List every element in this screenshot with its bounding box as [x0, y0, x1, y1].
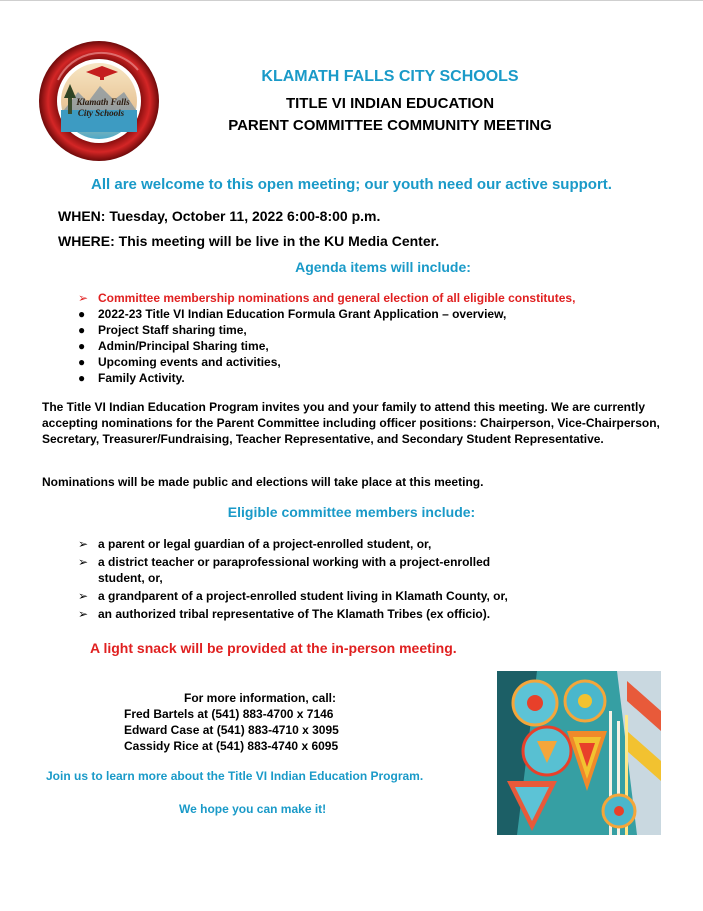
regalia-photo — [497, 671, 661, 835]
contact-line: Edward Case at (541) 883-4710 x 3095 — [124, 723, 339, 737]
agenda-item-text: Project Staff sharing time, — [98, 323, 247, 337]
agenda-item — [78, 370, 575, 386]
agenda-item — [78, 354, 575, 370]
agenda-item-text: Family Activity. — [98, 371, 185, 385]
agenda-item — [78, 338, 575, 354]
agenda-item-text: Upcoming events and activities, — [98, 355, 281, 369]
eligible-item — [78, 606, 598, 622]
eligible-item-text: a district teacher or paraprofessional working with a project-enrolled student, or, — [98, 555, 491, 585]
closing-message: We hope you can make it! — [179, 802, 327, 816]
eligible-item-text: a parent or legal guardian of a project-enrolled student, or, — [98, 537, 432, 551]
contact-line: Cassidy Rice at (541) 883-4740 x 6095 — [124, 739, 339, 753]
join-message: Join us to learn more about the Title VI Indian Education Program. — [46, 769, 424, 783]
bullet-icon: ● — [78, 355, 86, 369]
arrow-bullet-icon: ➢ — [78, 607, 89, 621]
contact-intro: For more information, call: — [183, 691, 336, 705]
eligible-list — [78, 536, 598, 624]
agenda-item-text: Committee membership nominations and general election of all eligible constitutes, — [98, 291, 576, 305]
eligible-item — [78, 536, 598, 552]
title-line-2: PARENT COMMITTEE COMMUNITY MEETING — [228, 117, 552, 134]
agenda-item — [78, 306, 575, 322]
agenda-item-text: 2022-23 Title VI Indian Education Formula Grant Application – overview, — [98, 307, 507, 321]
bullet-icon: ● — [78, 307, 86, 321]
snack-notice: A light snack will be provided at the in-person meeting. — [90, 640, 457, 656]
where-line: WHERE: This meeting will be live in the KU Media Center. — [58, 233, 440, 249]
district-logo — [38, 40, 160, 162]
eligible-heading: Eligible committee members include: — [227, 504, 476, 520]
eligible-item-text: an authorized tribal representative of The Klamath Tribes (ex officio). — [98, 607, 491, 621]
eligible-item — [78, 554, 498, 586]
bullet-icon: ● — [78, 323, 86, 337]
program-paragraph: The Title VI Indian Education Program invites you and your family to attend this meeting. We are currently accepting nominations for the Parent Committee including officer positions: Chairperson, Vice-Chairperson, Secretary, Treasurer/Fundraising, Teacher Representative, and Secondary Student Representative. — [42, 400, 660, 446]
agenda-heading: Agenda items will include: — [295, 259, 471, 275]
bullet-icon: ● — [78, 339, 86, 353]
welcome-text: All are welcome to this open meeting; our youth need our active support. — [91, 176, 612, 193]
eligible-item — [78, 588, 598, 604]
district-name: KLAMATH FALLS CITY SCHOOLS — [261, 68, 519, 85]
arrow-bullet-icon: ➢ — [78, 537, 89, 551]
contact-line: Fred Bartels at (541) 883-4700 x 7146 — [124, 707, 334, 721]
agenda-list — [78, 290, 575, 386]
top-rule — [0, 0, 703, 1]
logo-text-line2: City Schools — [77, 108, 125, 118]
arrow-bullet-icon: ➢ — [78, 589, 89, 603]
bullet-icon: ● — [78, 371, 86, 385]
nominations-paragraph: Nominations will be made public and elections will take place at this meeting. — [42, 475, 484, 489]
arrow-bullet-icon: ➢ — [78, 291, 89, 305]
agenda-item — [78, 290, 575, 306]
eligible-item-text: a grandparent of a project-enrolled student living in Klamath County, or, — [98, 589, 508, 603]
logo-text-line1: Klamath Falls — [76, 97, 130, 107]
when-line: WHEN: Tuesday, October 11, 2022 6:00-8:00 p.m. — [58, 208, 381, 224]
agenda-item-text: Admin/Principal Sharing time, — [98, 339, 269, 353]
arrow-bullet-icon: ➢ — [78, 555, 89, 569]
title-line-1: TITLE VI INDIAN EDUCATION — [285, 95, 495, 112]
agenda-item — [78, 322, 575, 338]
